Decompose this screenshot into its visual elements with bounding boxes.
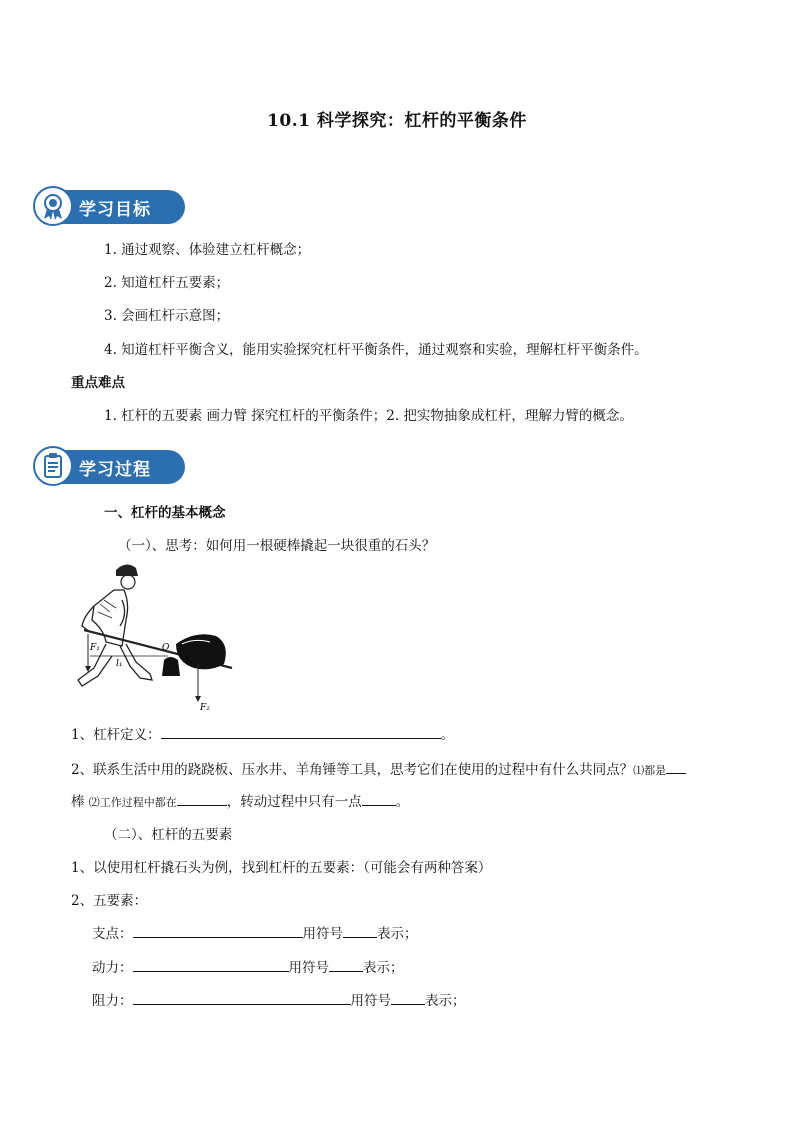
goal-item: 3. 会画杠杆示意图；	[104, 308, 230, 324]
answer-blank[interactable]	[343, 925, 377, 938]
element-row-resistance: 阻力： 用符号 表示；	[92, 993, 466, 1009]
section-heading: （二）、杠杆的五要素	[104, 827, 233, 843]
answer-blank[interactable]	[362, 793, 396, 806]
page-title: 10.1 科学探究：杠杆的平衡条件	[267, 111, 527, 131]
goals-banner	[33, 186, 186, 228]
key-points-heading: 重点难点	[71, 375, 125, 391]
element-row-effort: 动力： 用符号 表示；	[92, 960, 404, 976]
question-lever-definition: 1、杠杆定义： 。	[71, 727, 455, 743]
element-row-fulcrum: 支点： 用符号 表示；	[92, 926, 418, 942]
answer-blank[interactable]	[666, 761, 686, 774]
label-f1: F₁	[90, 643, 100, 653]
award-icon	[33, 186, 73, 226]
goal-item: 1. 通过观察、体验建立杠杆概念；	[104, 242, 311, 258]
key-points-text: 1. 杠杆的五要素 画力臂 探究杠杆的平衡条件；2. 把实物抽象成杠杆，理解力臂的概念。	[104, 408, 633, 424]
answer-blank[interactable]	[329, 959, 363, 972]
section-heading: 一、杠杆的基本概念	[104, 505, 226, 521]
goal-item: 2. 知道杠杆五要素；	[104, 275, 230, 291]
label-f2: F₂	[200, 703, 210, 713]
process-banner	[33, 446, 186, 488]
answer-blank[interactable]	[133, 925, 303, 938]
answer-blank[interactable]	[133, 992, 351, 1005]
question-five-elements-list: 2、五要素：	[71, 893, 148, 909]
answer-blank[interactable]	[133, 959, 289, 972]
label-l1: l₁	[116, 659, 123, 669]
goal-item: 4. 知道杠杆平衡含义，能用实验探究杠杆平衡条件，通过观察和实验，理解杠杆平衡条件。	[104, 342, 648, 358]
answer-blank[interactable]	[391, 992, 425, 1005]
think-question: （一）、思考：如何用一根硬棒撬起一块很重的石头？	[118, 538, 436, 554]
question-five-elements: 1、以使用杠杆撬石头为例，找到杠杆的五要素：（可能会有两种答案）	[71, 860, 492, 876]
question-common-points-continued: 棒 ⑵工作过程中都在 ，转动过程中只有一点 。	[71, 794, 410, 810]
process-banner-label: 学习过程	[79, 460, 151, 480]
question-common-points: 2、联系生活中用的跷跷板、压水井、羊角锤等工具，思考它们在使用的过程中有什么共同点？⑴都是	[71, 758, 686, 778]
goals-banner-label: 学习目标	[79, 200, 151, 220]
label-o: O	[162, 643, 170, 653]
lever-figure	[64, 560, 244, 715]
answer-blank[interactable]	[161, 726, 441, 739]
clipboard-icon	[33, 446, 73, 486]
label-l2: l₂	[186, 657, 193, 667]
answer-blank[interactable]	[177, 793, 227, 806]
